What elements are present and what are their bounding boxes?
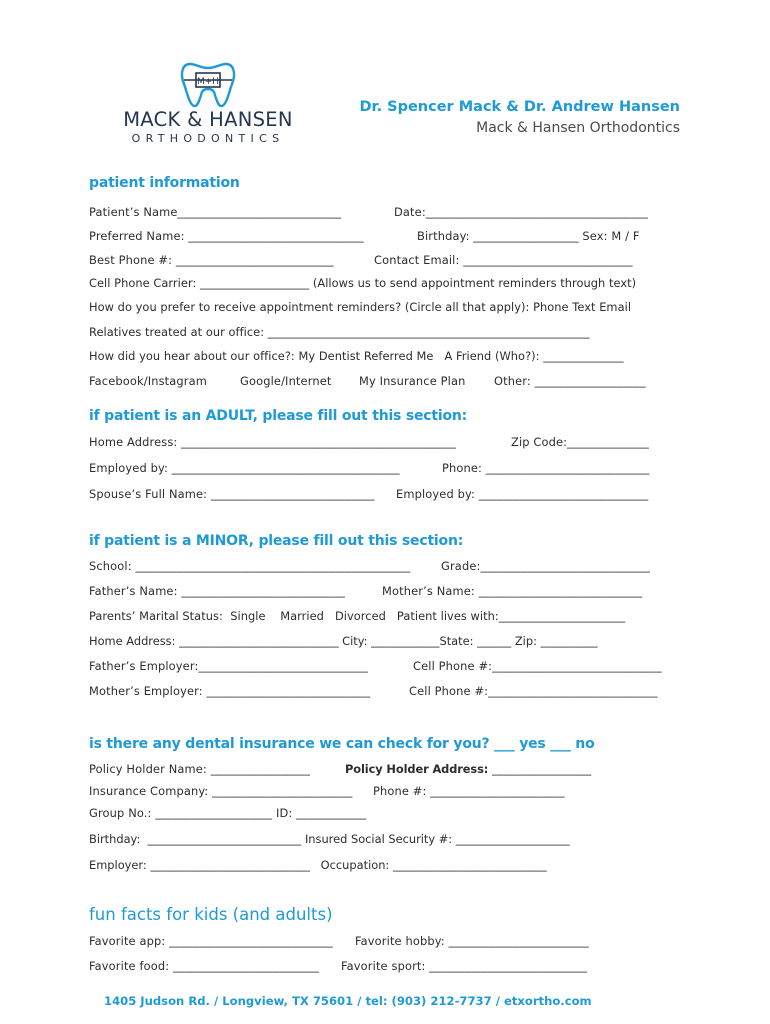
relatives-field[interactable]: Relatives treated at our office: ________________________________________________________ <box>89 325 590 339</box>
option-google-internet[interactable]: Google/Internet <box>240 374 332 388</box>
option-facebook-instagram[interactable]: Facebook/Instagram <box>89 374 208 388</box>
spouse-employed-by-field[interactable]: Employed by: _____________________________ <box>396 487 649 501</box>
logo-name: MACK & HANSEN <box>123 108 293 131</box>
logo-icon-text: M+H <box>196 77 220 87</box>
section-title-fun-facts: fun facts for kids (and adults) <box>89 905 333 924</box>
birthday-sex-field[interactable]: Birthday: __________________ Sex: M / F <box>417 229 640 243</box>
mother-employer-field[interactable]: Mother’s Employer: ____________________________ <box>89 684 371 698</box>
father-cell-field[interactable]: Cell Phone #:_____________________________ <box>413 659 662 673</box>
doctors-heading: Dr. Spencer Mack & Dr. Andrew Hansen <box>359 99 680 115</box>
adult-phone-field[interactable]: Phone: ____________________________ <box>442 461 650 475</box>
group-id-field[interactable]: Group No.: ____________________ ID: ____________ <box>89 806 367 820</box>
policy-holder-address-blank[interactable]: _________________ <box>488 762 592 776</box>
insured-birthday-ssn-field[interactable]: Birthday: ___________________________ Insured Social Security #: ____________________ <box>89 832 570 846</box>
insurance-phone-field[interactable]: Phone #: _______________________ <box>373 784 565 798</box>
employer-occupation-field[interactable]: Employer: ____________________________ Occupation: ___________________________ <box>89 858 547 872</box>
adult-zip-field[interactable]: Zip Code:______________ <box>511 435 650 449</box>
preferred-name-field[interactable]: Preferred Name: ______________________________ <box>89 229 364 243</box>
policy-holder-address-field[interactable] <box>345 762 591 776</box>
logo-subtitle: ORTHODONTICS <box>131 132 285 145</box>
tooth-braces-icon <box>176 58 240 110</box>
practice-name: Mack & Hansen Orthodontics <box>476 120 680 136</box>
minor-home-address-field[interactable]: Home Address: ____________________________ City: ____________State: ______ Zip: __________ <box>89 634 598 648</box>
section-title-patient-info: patient information <box>89 175 240 191</box>
insurance-company-field[interactable]: Insurance Company: ________________________ <box>89 784 353 798</box>
policy-holder-name-field[interactable]: Policy Holder Name: _________________ <box>89 762 311 776</box>
option-other-field[interactable]: Other: ___________________ <box>494 374 646 388</box>
marital-status-field[interactable]: Parents’ Marital Status: Single Married Divorced Patient lives with:______________________ <box>89 609 626 623</box>
school-field[interactable]: School: _______________________________________________ <box>89 559 411 573</box>
spouse-name-field[interactable]: Spouse’s Full Name: ____________________________ <box>89 487 375 501</box>
section-title-adult: if patient is an ADULT, please fill out this section: <box>89 408 468 424</box>
section-title-insurance: is there any dental insurance we can check for you? ___ yes ___ no <box>89 736 595 752</box>
section-title-minor: if patient is a MINOR, please fill out this section: <box>89 533 464 549</box>
referral-source-field[interactable]: How did you hear about our office?: My Dentist Referred Me A Friend (Who?): ______________ <box>89 349 624 363</box>
option-insurance-plan[interactable]: My Insurance Plan <box>359 374 466 388</box>
grade-field[interactable]: Grade:_____________________________ <box>441 559 650 573</box>
footer-contact: 1405 Judson Rd. / Longview, TX 75601 / tel: (903) 212-7737 / etxortho.com <box>104 994 592 1008</box>
date-field[interactable]: Date:______________________________________ <box>394 205 648 219</box>
favorite-food-field[interactable]: Favorite food: _________________________ <box>89 959 320 973</box>
father-name-field[interactable]: Father’s Name: ____________________________ <box>89 584 346 598</box>
mother-name-field[interactable]: Mother’s Name: ____________________________ <box>382 584 643 598</box>
favorite-app-field[interactable]: Favorite app: ____________________________ <box>89 934 333 948</box>
cell-carrier-field[interactable]: Cell Phone Carrier: ___________________ (Allows us to send appointment reminders through text) <box>89 276 637 290</box>
father-employer-field[interactable]: Father’s Employer:_____________________________ <box>89 659 368 673</box>
policy-holder-address-label: Policy Holder Address: <box>345 762 489 776</box>
patient-name-field[interactable]: Patient’s Name____________________________ <box>89 205 342 219</box>
mother-cell-field[interactable]: Cell Phone #:_____________________________ <box>409 684 658 698</box>
practice-logo <box>112 58 304 146</box>
contact-email-field[interactable]: Contact Email: _____________________________ <box>374 253 633 267</box>
adult-home-address-field[interactable]: Home Address: _______________________________________________ <box>89 435 456 449</box>
favorite-hobby-field[interactable]: Favorite hobby: ________________________ <box>355 934 589 948</box>
best-phone-field[interactable]: Best Phone #: ___________________________ <box>89 253 334 267</box>
adult-employed-by-field[interactable]: Employed by: _______________________________________ <box>89 461 400 475</box>
favorite-sport-field[interactable]: Favorite sport: ___________________________ <box>341 959 588 973</box>
reminder-preference-field[interactable]: How do you prefer to receive appointment reminders? (Circle all that apply): Phone Text Email <box>89 300 632 314</box>
